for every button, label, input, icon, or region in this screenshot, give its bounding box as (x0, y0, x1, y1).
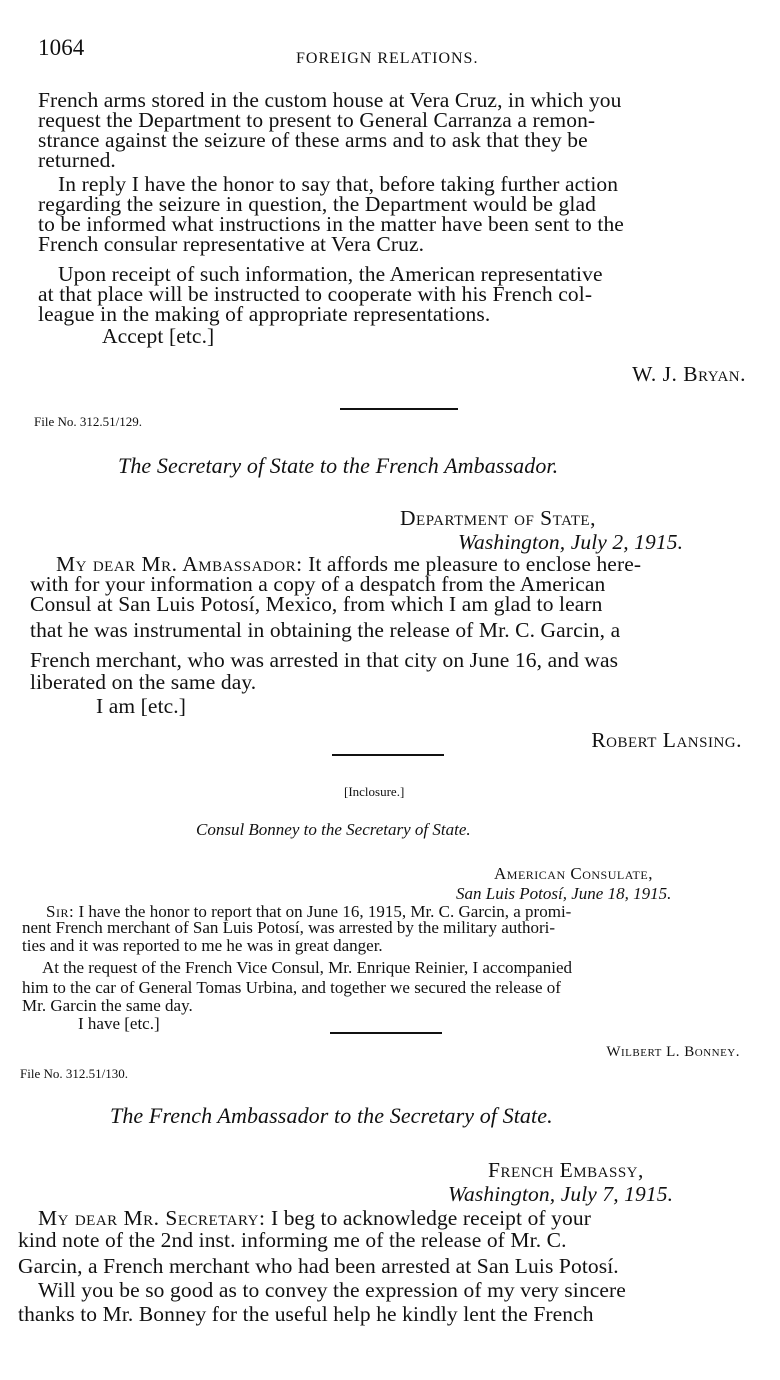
inclosure-heading: Consul Bonney to the Secretary of State. (196, 820, 471, 839)
letter2-place: Department of State, (400, 506, 596, 530)
letter1-line: request the Department to present to General Carranza a remon- (38, 108, 596, 132)
inclosure-salutation: Sir: (46, 902, 75, 921)
letter2-line: It affords me pleasure to enclose here- (308, 552, 642, 576)
letter2-line: French merchant, who was arrested in that city on June 16, and was (30, 648, 619, 672)
inclosure-signature: Wilbert L. Bonney. (606, 1044, 740, 1060)
letter1-line: strance against the seizure of these arms and to ask that they be (38, 128, 588, 152)
letter2-line: Consul at San Luis Potosí, Mexico, from which I am glad to learn (30, 592, 603, 616)
letter1-line: league in the making of appropriate representations. (38, 302, 491, 326)
letter1-line: returned. (38, 148, 116, 172)
letter3-line: Garcin, a French merchant who had been arrested at San Luis Potosí. (18, 1254, 619, 1278)
divider (330, 1032, 442, 1034)
letter1-signature: W. J. Bryan. (632, 362, 746, 386)
letter1-line: French consular representative at Vera Cruz. (38, 232, 425, 256)
file-number: File No. 312.51/129. (34, 414, 142, 429)
running-title: FOREIGN RELATIONS. (296, 50, 479, 67)
letter3-place: French Embassy, (488, 1158, 644, 1182)
letter2-first-line (56, 554, 641, 574)
inclosure-line: At the request of the French Vice Consul, Mr. Enrique Reinier, I accompanied (42, 958, 573, 977)
divider (340, 408, 458, 410)
letter3-line: kind note of the 2nd inst. informing me of the release of Mr. C. (18, 1228, 567, 1252)
inclosure-line: ties and it was reported to me he was in great danger. (22, 936, 383, 955)
letter2-line: that he was instrumental in obtaining the release of Mr. C. Garcin, a (30, 618, 621, 642)
inclosure-label: [Inclosure.] (344, 784, 405, 799)
letter2-heading: The Secretary of State to the French Ambassador. (118, 453, 559, 478)
letter2-closing: I am [etc.] (96, 694, 187, 718)
inclosure-closing: I have [etc.] (78, 1014, 160, 1033)
letter3-line: I beg to acknowledge receipt of your (270, 1206, 591, 1230)
inclosure-line: nent French merchant of San Luis Potosí, was arrested by the military authori- (22, 918, 556, 937)
letter1-line: at that place will be instructed to cooperate with his French col- (38, 282, 593, 306)
inclosure-line: Mr. Garcin the same day. (22, 996, 193, 1015)
file-number: File No. 312.51/130. (20, 1066, 128, 1081)
letter1-line: In reply I have the honor to say that, before taking further action (58, 172, 619, 196)
letter3-salutation: My dear Mr. Secretary: (38, 1206, 266, 1230)
letter2-date: Washington, July 2, 1915. (458, 530, 684, 554)
letter3-line: thanks to Mr. Bonney for the useful help he kindly lent the French (18, 1302, 594, 1326)
letter1-line: Upon receipt of such information, the American representative (58, 262, 603, 286)
divider (332, 754, 444, 756)
letter2-signature: Robert Lansing. (591, 728, 742, 752)
letter3-heading: The French Ambassador to the Secretary of State. (110, 1103, 553, 1128)
letter1-line: to be informed what instructions in the matter have been sent to the (38, 212, 624, 236)
letter2-line: with for your information a copy of a despatch from the American (30, 572, 606, 596)
inclosure-line: him to the car of General Tomas Urbina, and together we secured the release of (22, 978, 561, 997)
letter1-line: regarding the seizure in question, the Department would be glad (38, 192, 596, 216)
letter3-date: Washington, July 7, 1915. (448, 1182, 674, 1206)
inclosure-line: I have the honor to report that on June 16, 1915, Mr. C. Garcin, a promi- (78, 902, 572, 921)
letter2-salutation: My dear Mr. Ambassador: (56, 552, 303, 576)
inclosure-date: San Luis Potosí, June 18, 1915. (456, 884, 672, 903)
page-number: 1064 (38, 35, 85, 60)
letter3-first-line (38, 1208, 591, 1228)
inclosure-place: American Consulate, (494, 864, 653, 883)
letter2-line: liberated on the same day. (30, 670, 257, 694)
letter1-line: French arms stored in the custom house at Vera Cruz, in which you (38, 88, 622, 112)
letter3-line: Will you be so good as to convey the expression of my very sincere (38, 1278, 626, 1302)
letter1-closing: Accept [etc.] (102, 324, 215, 348)
